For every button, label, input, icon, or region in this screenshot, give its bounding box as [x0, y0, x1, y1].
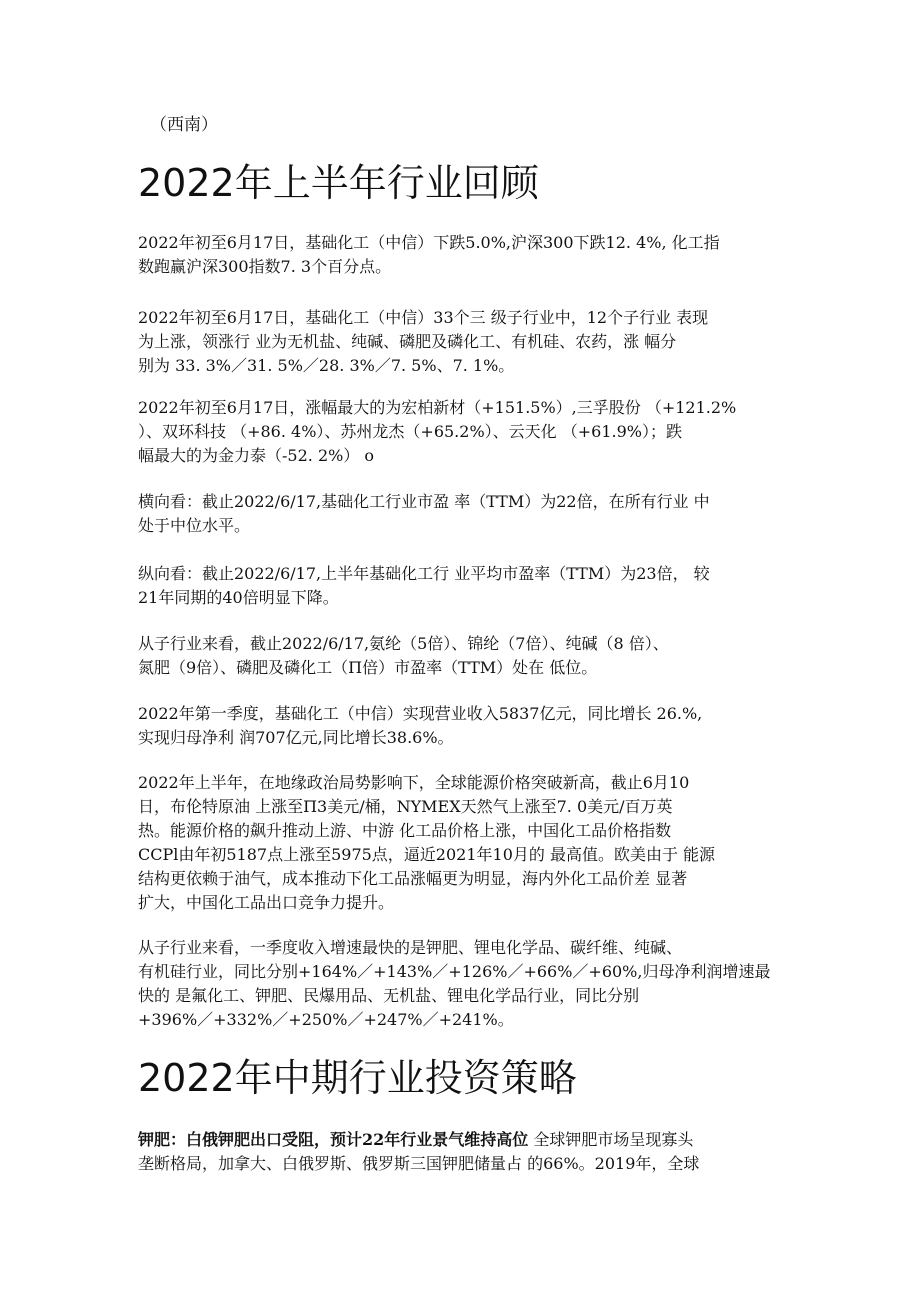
paragraph-line: 数跑赢沪深300指数7. 3个百分点。: [138, 257, 392, 276]
paragraph-line: 日，布伦特原油 上涨至Π3美元/桶，NYMEX天然气上涨至7. 0美元/百万英: [138, 797, 673, 816]
paragraph: [138, 396, 783, 468]
paragraph-line: 横向看：截止2022/6/17,基础化工行业市盈 率（TTM）为22倍，在所有行业 中: [138, 492, 710, 511]
paragraph-line: 垄断格局，加拿大、白俄罗斯、俄罗斯三国钾肥储量占 的66%。2019年，全球: [138, 1154, 700, 1173]
paragraph-line: 处于中位水平。: [138, 516, 251, 535]
paragraph-line: 别为 33. 3%／31. 5%／28. 3%／7. 5%、7. 1%。: [138, 356, 515, 375]
paragraph: [138, 632, 783, 680]
paragraph: [138, 306, 783, 378]
paragraph-line: 氮肥（9倍）、磷肥及磷化工（Π倍）市盈率（TTM）处在 低位。: [138, 658, 598, 677]
paragraph: [138, 490, 783, 538]
paragraph: [138, 231, 783, 279]
paragraph-line: [138, 1128, 783, 1152]
paragraph: [138, 936, 783, 1032]
paragraph-line: 快的 是氟化工、钾肥、民爆用品、无机盐、锂电化学品行业，同比分别: [138, 986, 640, 1005]
paragraph-line: 幅最大的为金力泰（-52. 2%） o: [138, 446, 375, 465]
paragraph-line: 热。能源价格的飙升推动上游、中游 化工品价格上涨，中国化工品价格指数: [138, 821, 672, 840]
source-label: （西南）: [150, 115, 218, 135]
paragraph-line: 从子行业来看，截止2022/6/17,氨纶（5倍）、锦纶（7倍）、纯碱（8 倍）、: [138, 634, 669, 653]
paragraph-line: 2022年初至6月17日，涨幅最大的为宏柏新材（+151.5%）,三孚股份 （+121.2%: [138, 398, 737, 417]
paragraph-line: 纵向看：截止2022/6/17,上半年基础化工行 业平均市盈率（TTM）为23倍， 较: [138, 564, 710, 583]
paragraph-line: 结构更依赖于油气，成本推动下化工品涨幅更为明显，海内外化工品价差 显著: [138, 869, 688, 888]
paragraph-line: 为上涨，领涨行 业为无机盐、纯碱、磷肥及磷化工、有机硅、农药，涨 幅分: [138, 332, 677, 351]
paragraph-line: 21年同期的40倍明显下降。: [138, 588, 339, 607]
lead-bold-text: 钾肥：白俄钾肥出口受阻，预计22年行业景气维持高位: [138, 1130, 529, 1149]
paragraph-line: 2022年初至6月17日，基础化工（中信）下跌5.0%,沪深300下跌12. 4%, 化工指: [138, 233, 720, 252]
paragraph-line: 有机硅行业，同比分别+164%／+143%／+126%／+66%／+60%,归母净利润增速最: [138, 962, 771, 981]
paragraph-line: 2022年第一季度，基础化工（中信）实现营业收入5837亿元，同比增长 26.%,: [138, 704, 703, 723]
paragraph-line: 扩大，中国化工品出口竞争力提升。: [138, 893, 395, 912]
paragraph-line: ）、双环科技 （+86. 4%）、苏州龙杰（+65.2%）、云天化 （+61.9%）；跌: [138, 422, 682, 441]
paragraph-line: 实现归母净利 润707亿元,同比增长38.6%。: [138, 728, 454, 747]
lead-text: 全球钾肥市场呈现寡头: [528, 1130, 694, 1149]
paragraph-line: 从子行业来看，一季度收入增速最快的是钾肥、锂电化学品、碳纤维、纯碱、: [138, 938, 683, 957]
paragraph: [138, 562, 783, 610]
paragraph: [138, 1128, 783, 1176]
paragraph: [138, 771, 783, 915]
paragraph-line: 2022年初至6月17日，基础化工（中信）33个三 级子行业中，12个子行业 表现: [138, 308, 709, 327]
section-heading-strategy: 2022年中期行业投资策略: [138, 1056, 577, 1100]
paragraph-line: CCPl由年初5187点上涨至5975点，逼近2021年10月的 最高值。欧美由于 能源: [138, 845, 716, 864]
paragraph-line: +396%／+332%／+250%／+247%／+241%。: [138, 1010, 514, 1029]
paragraph: [138, 702, 783, 750]
section-heading-review: 2022年上半年行业回顾: [138, 161, 539, 205]
paragraph-line: 2022年上半年，在地缘政治局势影响下，全球能源价格突破新高，截止6月10: [138, 773, 690, 792]
